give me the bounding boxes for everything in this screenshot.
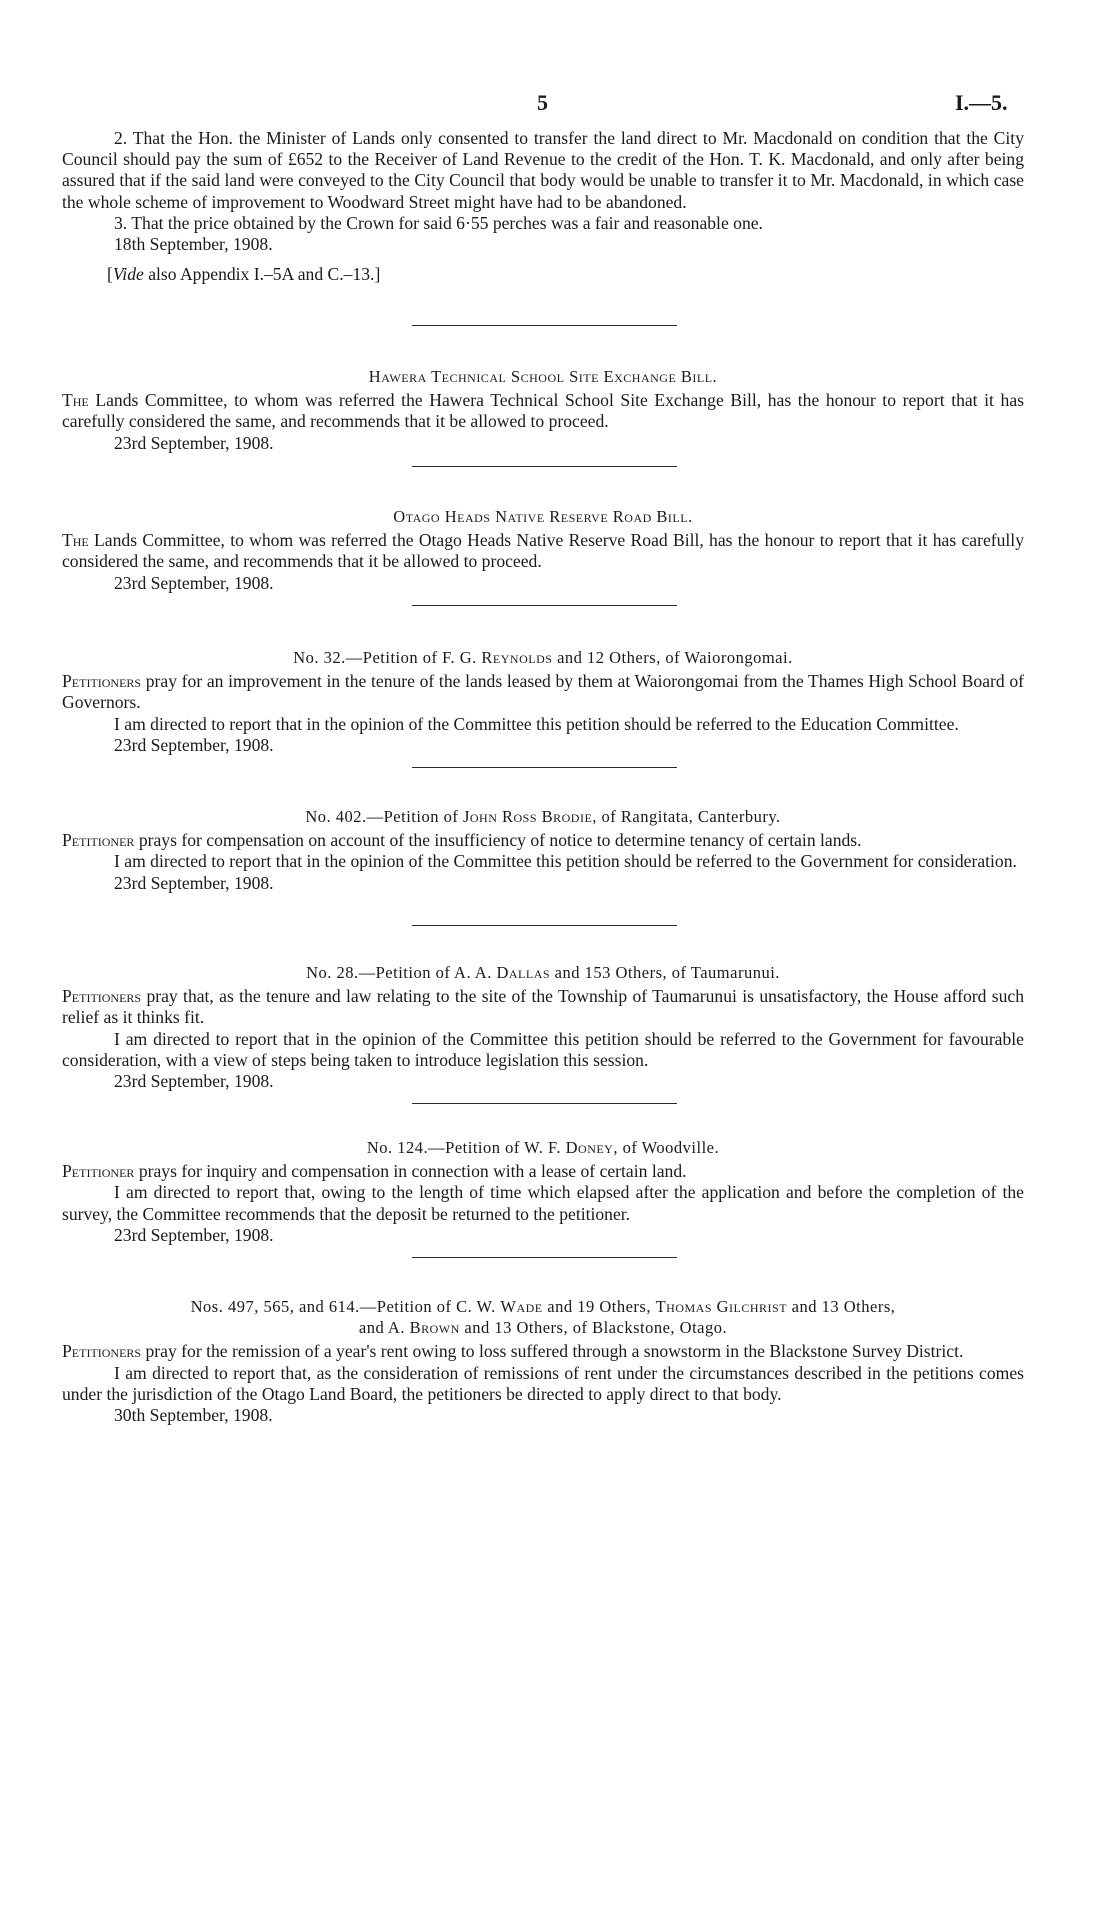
section-divider <box>412 767 677 768</box>
section-title: No. 28.—Petition of A. A. Dallas and 153 Others, of Taumarunui. <box>306 963 780 982</box>
committee-report: I am directed to report that in the opinion of the Committee this petition should be referred to the Government for favourable consideration, with a view of steps being taken to introduce legislation this session. <box>62 1028 1024 1070</box>
section-divider <box>412 1257 677 1258</box>
date-line: 23rd September, 1908. <box>114 432 274 453</box>
section-petition-124 <box>62 1137 1024 1246</box>
finding-3: 3. That the price obtained by the Crown for said 6·55 perches was a fair and reasonable one. <box>114 212 763 233</box>
date-line: 23rd September, 1908. <box>114 572 274 593</box>
section-body: Petitioners pray for an improvement in the tenure of the lands leased by them at Waiorongomai from the Thames High School Board of Governors. <box>62 671 1024 713</box>
page-header <box>0 90 1114 120</box>
committee-report: I am directed to report that, owing to the length of time which elapsed after the application and before the completion of the survey, the Committee recommends that the deposit be returned to the petitioner. <box>62 1182 1024 1224</box>
section-body: Petitioner prays for inquiry and compensation in connection with a lease of certain land. <box>62 1161 687 1182</box>
date-line: 23rd September, 1908. <box>114 734 274 755</box>
page-number: 5 <box>537 90 548 115</box>
date-line: 30th September, 1908. <box>114 1405 273 1426</box>
section-divider <box>412 325 677 326</box>
committee-report: I am directed to report that, as the consideration of remissions of rent under the circumstances described in the petitions comes under the jurisdiction of the Otago Land Board, the petitioners be directed to apply direct to that body. <box>62 1362 1024 1404</box>
section-title: No. 124.—Petition of W. F. Doney, of Woodville. <box>366 1138 720 1157</box>
section-divider <box>412 1103 677 1104</box>
section-petition-28 <box>62 962 1024 1092</box>
document-reference: I.—5. <box>955 90 1008 115</box>
section-body: Petitioners pray that, as the tenure and law relating to the site of the Township of Taumarunui is unsatisfactory, the House afford such relief as it thinks fit. <box>62 986 1024 1028</box>
committee-report: I am directed to report that in the opinion of the Committee this petition should be referred to the Education Committee. <box>114 713 959 734</box>
section-body: The Lands Committee, to whom was referred the Otago Heads Native Reserve Road Bill, has the honour to report that it has carefully considered the same, and recommends that it be allowed to proceed. <box>62 530 1024 572</box>
section-body: The Lands Committee, to whom was referred the Hawera Technical School Site Exchange Bill, has the honour to report that it has carefully considered the same, and recommends that it be allowed to proceed. <box>62 390 1024 432</box>
finding-2: 2. That the Hon. the Minister of Lands only consented to transfer the land direct to Mr. Macdonald on condition that the City Council should pay the sum of £652 to the Receiver of Land Revenue to the credit of the Hon. T. K. Macdonald, and only after being assured that if the said land were conveyed to the City Council that body would be unable to transfer it to Mr. Macdonald, in which case the whole scheme of improvement to Woodward Street might have had to be abandoned. <box>62 128 1024 212</box>
section-hawera <box>62 366 1024 454</box>
section-otago <box>62 506 1024 594</box>
intro-findings <box>62 128 1024 285</box>
section-body: Petitioner prays for compensation on account of the insufficiency of notice to determine tenancy of certain lands. <box>62 830 862 851</box>
section-petition-402 <box>62 806 1024 894</box>
date-line: 23rd September, 1908. <box>114 872 274 893</box>
section-petition-497-565-614 <box>62 1296 1024 1426</box>
section-petition-32 <box>62 647 1024 756</box>
committee-report: I am directed to report that in the opinion of the Committee this petition should be referred to the Government for consideration. <box>114 851 1017 872</box>
date-line: 23rd September, 1908. <box>114 1224 274 1245</box>
date-line: 18th September, 1908. <box>114 234 273 255</box>
section-divider <box>412 605 677 606</box>
section-divider <box>412 925 677 926</box>
section-title: Hawera Technical School Site Exchange Bill. <box>368 367 718 386</box>
section-body: Petitioners pray for the remission of a year's rent owing to loss suffered through a snowstorm in the Blackstone Survey District. <box>62 1341 964 1362</box>
vide-reference: [Vide also Appendix I.–5A and C.–13.] <box>107 264 381 285</box>
section-divider <box>412 466 677 467</box>
section-title: No. 32.—Petition of F. G. Reynolds and 12 Others, of Waiorongomai. <box>293 648 793 667</box>
date-line: 23rd September, 1908. <box>114 1071 274 1092</box>
section-title: Nos. 497, 565, and 614.—Petition of C. W. Wade and 19 Others, Thomas Gilchrist and 13 Others, and A. Brown and 13 Others, of Blackstone, Otago. <box>190 1297 896 1338</box>
section-title: No. 402.—Petition of John Ross Brodie, of Rangitata, Canterbury. <box>305 807 781 826</box>
section-title: Otago Heads Native Reserve Road Bill. <box>393 507 693 526</box>
